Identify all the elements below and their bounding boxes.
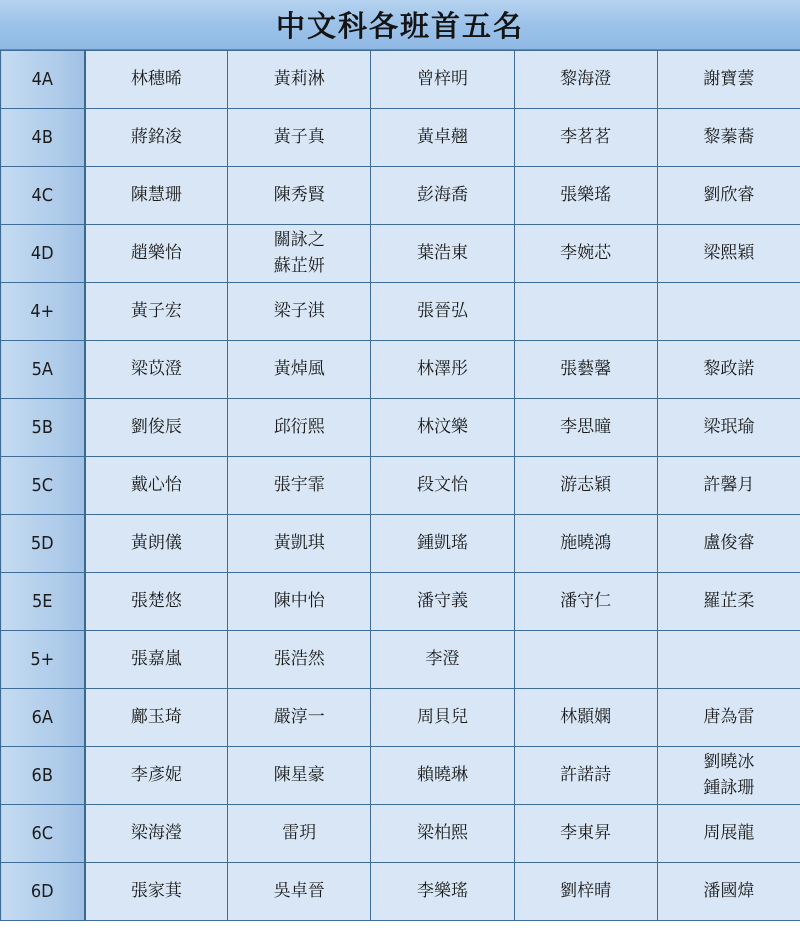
table-body — [1, 51, 800, 921]
student-name: 林顥嫻 — [560, 706, 612, 727]
name-cell — [371, 51, 514, 109]
student-name: 黃凱琪 — [273, 532, 325, 553]
name-cell — [85, 457, 228, 515]
table-row — [1, 167, 800, 225]
name-cell — [657, 573, 800, 631]
student-name: 梁苡澄 — [130, 358, 182, 379]
student-name: 施曉鴻 — [560, 532, 612, 553]
student-name: 曾梓明 — [416, 68, 468, 89]
name-cell — [371, 457, 514, 515]
student-name: 蘇芷妍 — [273, 255, 325, 276]
student-name: 潘守仁 — [560, 590, 612, 611]
name-cell — [657, 51, 800, 109]
name-cell — [228, 399, 371, 457]
empty-cell — [514, 631, 657, 689]
name-cell — [514, 341, 657, 399]
table-row — [1, 805, 800, 863]
page-title: 中文科各班首五名 — [275, 9, 524, 43]
name-cell — [657, 167, 800, 225]
name-cell — [228, 457, 371, 515]
table-row — [1, 573, 800, 631]
table-row — [1, 283, 800, 341]
class-label: 5C — [1, 457, 85, 515]
class-label: 4B — [1, 109, 85, 167]
student-name: 黃朗儀 — [130, 532, 182, 553]
student-name: 周貝兒 — [416, 706, 468, 727]
student-name: 陳中怡 — [273, 590, 325, 611]
name-cell — [657, 515, 800, 573]
name-cell — [514, 167, 657, 225]
name-cell — [514, 573, 657, 631]
name-cell — [371, 747, 514, 805]
table-row — [1, 457, 800, 515]
name-cell — [85, 515, 228, 573]
empty-cell — [657, 631, 800, 689]
name-cell — [228, 747, 371, 805]
student-name: 黎蓁蕎 — [703, 126, 755, 147]
table-row — [1, 109, 800, 167]
student-name: 許馨月 — [703, 474, 755, 495]
student-name: 林澤彤 — [416, 358, 468, 379]
student-name: 李婉芯 — [560, 242, 612, 263]
student-name: 張浩然 — [273, 648, 325, 669]
student-name: 雷玥 — [282, 822, 317, 843]
name-cell — [85, 225, 228, 283]
student-name: 林穗晞 — [130, 68, 182, 89]
table-row — [1, 225, 800, 283]
student-name: 黃子真 — [273, 126, 325, 147]
name-cell — [85, 689, 228, 747]
student-name: 黎海澄 — [560, 68, 612, 89]
table-row — [1, 341, 800, 399]
student-name: 梁熙穎 — [703, 242, 755, 263]
name-cell — [514, 399, 657, 457]
name-cell — [657, 225, 800, 283]
name-cell — [85, 51, 228, 109]
class-label: 4A — [1, 51, 85, 109]
name-cell — [228, 51, 371, 109]
student-name: 黃莉淋 — [273, 68, 325, 89]
table-row — [1, 631, 800, 689]
name-cell — [371, 689, 514, 747]
student-name: 劉梓晴 — [560, 880, 612, 901]
name-cell — [228, 167, 371, 225]
student-name: 黃子宏 — [130, 300, 182, 321]
name-cell — [228, 805, 371, 863]
student-name: 嚴淳一 — [273, 706, 325, 727]
student-name: 趙樂怡 — [130, 242, 182, 263]
name-cell — [371, 863, 514, 921]
class-label: 5B — [1, 399, 85, 457]
name-cell — [371, 341, 514, 399]
student-name: 段文怡 — [416, 474, 468, 495]
name-cell — [514, 109, 657, 167]
student-name: 周展龍 — [703, 822, 755, 843]
name-cell — [85, 747, 228, 805]
name-cell — [371, 573, 514, 631]
student-name: 許諾詩 — [560, 764, 612, 785]
student-name: 張家萁 — [130, 880, 182, 901]
student-name: 張晉弘 — [416, 300, 468, 321]
student-name: 戴心怡 — [130, 474, 182, 495]
student-name: 蔣銘浚 — [130, 126, 182, 147]
name-cell — [85, 109, 228, 167]
student-name: 關詠之 — [273, 230, 325, 250]
name-cell — [85, 283, 228, 341]
student-name: 葉浩東 — [416, 242, 468, 263]
name-cell — [228, 573, 371, 631]
student-name: 黎政諾 — [703, 358, 755, 379]
student-name: 吳卓晉 — [273, 880, 325, 901]
student-name: 張宇霏 — [273, 474, 325, 495]
empty-cell — [657, 283, 800, 341]
name-cell — [657, 689, 800, 747]
class-label: 4C — [1, 167, 85, 225]
name-cell — [85, 399, 228, 457]
student-name: 潘守義 — [416, 590, 468, 611]
student-name: 李澄 — [425, 648, 460, 669]
student-name: 劉曉冰 — [703, 752, 755, 772]
student-name: 黃焯風 — [273, 358, 325, 379]
name-cell — [228, 863, 371, 921]
class-label: 5A — [1, 341, 85, 399]
name-cell — [371, 515, 514, 573]
student-name: 李彥妮 — [130, 764, 182, 785]
name-cell — [371, 167, 514, 225]
student-name: 梁珉瑜 — [703, 416, 755, 437]
name-cell — [228, 515, 371, 573]
student-name: 劉欣睿 — [703, 184, 755, 205]
empty-cell — [514, 283, 657, 341]
student-name: 張嘉嵐 — [130, 648, 182, 669]
student-name: 林汶樂 — [416, 416, 468, 437]
student-name: 羅芷柔 — [703, 590, 755, 611]
name-cell — [514, 457, 657, 515]
name-cell — [514, 515, 657, 573]
name-cell — [657, 457, 800, 515]
student-name: 張樂瑤 — [560, 184, 612, 205]
table-row — [1, 399, 800, 457]
student-name: 賴曉琳 — [416, 764, 468, 785]
name-cell — [85, 805, 228, 863]
student-name: 陳秀賢 — [273, 184, 325, 205]
student-name: 梁柏熙 — [416, 822, 468, 843]
student-name: 唐為雷 — [703, 706, 755, 727]
student-name: 李樂瑤 — [416, 880, 468, 901]
name-cell — [85, 631, 228, 689]
student-name: 彭海喬 — [416, 184, 468, 205]
name-cell — [514, 689, 657, 747]
name-cell — [514, 225, 657, 283]
name-cell — [85, 573, 228, 631]
name-cell — [371, 225, 514, 283]
student-name: 盧俊睿 — [703, 532, 755, 553]
title-bar — [0, 0, 800, 50]
name-cell — [657, 747, 800, 805]
name-cell — [228, 689, 371, 747]
name-cell — [514, 805, 657, 863]
class-label: 6B — [1, 747, 85, 805]
table-row — [1, 747, 800, 805]
student-name: 鍾凱瑤 — [416, 532, 468, 553]
name-cell — [371, 805, 514, 863]
class-label: 6D — [1, 863, 85, 921]
name-cell — [657, 863, 800, 921]
student-name: 鍾詠珊 — [703, 777, 755, 798]
student-name: 李東昇 — [560, 822, 612, 843]
name-cell — [85, 167, 228, 225]
student-name: 潘國煒 — [703, 880, 755, 901]
student-name: 梁子淇 — [273, 300, 325, 321]
name-cell — [85, 341, 228, 399]
student-name: 李茗茗 — [560, 126, 612, 147]
table-row — [1, 863, 800, 921]
student-name: 游志穎 — [560, 474, 612, 495]
class-label: 5+ — [1, 631, 85, 689]
name-cell — [514, 747, 657, 805]
name-cell — [371, 631, 514, 689]
student-name: 劉俊辰 — [130, 416, 182, 437]
name-cell — [371, 109, 514, 167]
name-cell — [228, 109, 371, 167]
class-label: 4+ — [1, 283, 85, 341]
class-label: 5D — [1, 515, 85, 573]
name-cell — [228, 631, 371, 689]
name-cell — [657, 109, 800, 167]
name-cell — [514, 51, 657, 109]
class-label: 6A — [1, 689, 85, 747]
name-cell — [228, 341, 371, 399]
class-label: 5E — [1, 573, 85, 631]
student-name: 鄺玉琦 — [130, 706, 182, 727]
student-name: 謝寶蕓 — [703, 68, 755, 89]
student-name: 黃卓翹 — [416, 126, 468, 147]
name-cell — [228, 283, 371, 341]
table-row — [1, 51, 800, 109]
student-name: 陳星豪 — [273, 764, 325, 785]
student-name: 李思曈 — [560, 416, 612, 437]
student-name: 邱衍熙 — [273, 416, 325, 437]
name-cell — [657, 399, 800, 457]
student-name: 張楚悠 — [130, 590, 182, 611]
student-name: 陳慧珊 — [130, 184, 182, 205]
class-label: 6C — [1, 805, 85, 863]
name-cell — [657, 805, 800, 863]
student-name: 張藝馨 — [560, 358, 612, 379]
name-cell — [371, 283, 514, 341]
table-row — [1, 689, 800, 747]
top-five-table — [0, 50, 800, 921]
name-cell — [371, 399, 514, 457]
name-cell — [657, 341, 800, 399]
class-label: 4D — [1, 225, 85, 283]
name-cell — [228, 225, 371, 283]
name-cell — [85, 863, 228, 921]
name-cell — [514, 863, 657, 921]
table-row — [1, 515, 800, 573]
student-name: 梁海瀅 — [130, 822, 182, 843]
